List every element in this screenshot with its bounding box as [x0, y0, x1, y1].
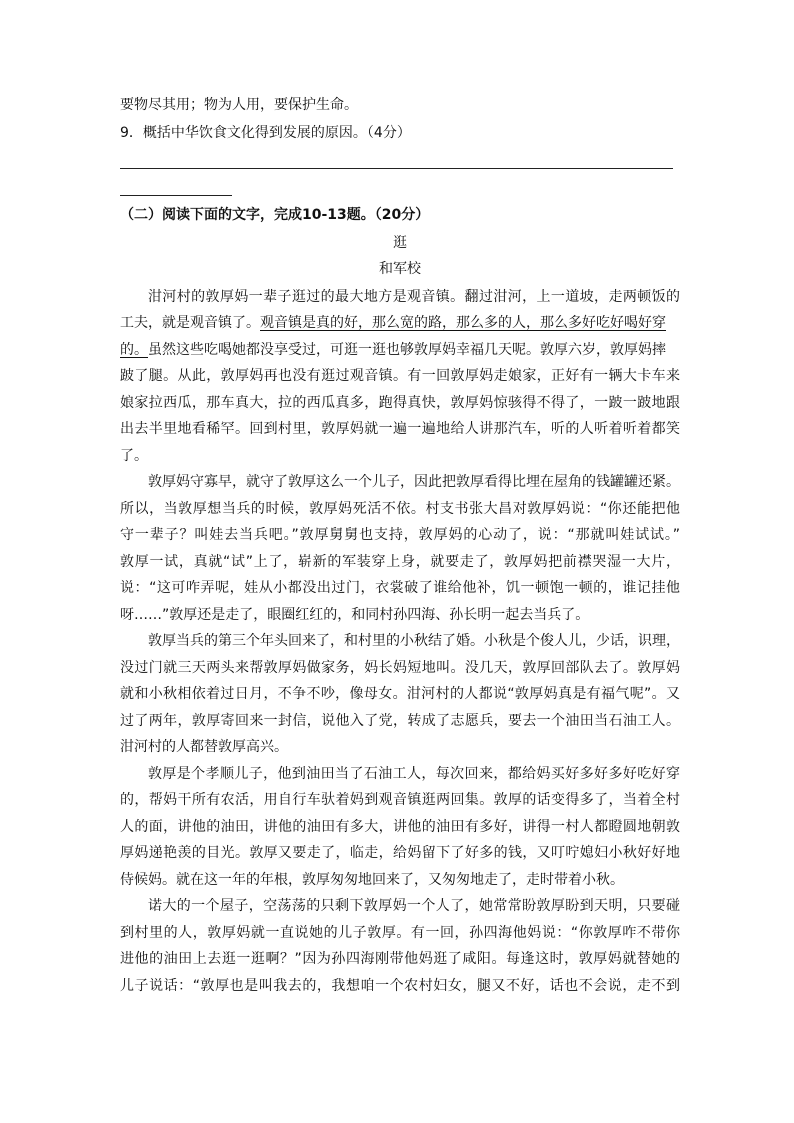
para5-line: 儿子说话：“敦厚也是叫我去的，我想咱一个农村妇女，腿又不好，话也不会说，走不到 — [120, 978, 680, 994]
para3-line: 敦厚当兵的第三个年头回来了，和村里的小秋结了婚。小秋是个俊人儿，少话，识理， — [148, 633, 680, 649]
para5-line: 到村里的人，敦厚妈就一直说她的儿子敦厚。有一回，孙四海他妈说：“你敦厚咋不带你 — [120, 925, 680, 941]
para2-line: 守一辈子？叫娃去当兵吧。”敦厚舅舅也支持，敦厚妈的心动了，说：“那就叫娃试试。” — [120, 527, 680, 543]
para1-line — [120, 340, 680, 360]
para5-line: 诺大的一个屋子，空荡荡的只剩下敦厚妈一个人了，她常常盼敦厚盼到天明，只要碰 — [148, 898, 680, 914]
para3-line: 泔河村的人都替敦厚高兴。 — [120, 739, 288, 755]
para3-line: 没过门就三天两头来帮敦厚妈做家务，妈长妈短地叫。没几天，敦厚回部队去了。敦厚妈 — [120, 660, 680, 676]
answer-line — [120, 168, 673, 169]
para1-line: 泔河村的敦厚妈一辈子逛过的最大地方是观音镇。翻过泔河，上一道坡，走两顿饭的 — [148, 289, 680, 305]
para4-line: 人的面，讲他的油田，讲他的油田有多大，讲他的油田有多好，讲得一村人都瞪圆地朝敦 — [120, 819, 680, 835]
para2-line: 所以，当敦厚想当兵的时候，敦厚妈死活不依。村支书张大昌对敦厚妈说：“你还能把他 — [120, 501, 680, 517]
para4-line: 敦厚是个孝顺儿子，他到油田当了石油工人，每次回来，都给妈买好多好多好吃好穿 — [148, 766, 680, 782]
para1-text: 工夫，就是观音镇了。 — [120, 315, 260, 331]
question-9: 9．概括中华饮食文化得到发展的原因。（4分） — [120, 125, 411, 141]
para1-line: 了。 — [120, 448, 148, 464]
para4-line: 的，帮妈干所有农活，用自行车驮着妈到观音镇逛两回集。敦厚的话变得多了，当着全村 — [120, 792, 680, 808]
para1-text: 虽然这些吃喝她都没享受过，可逛一逛也够敦厚妈幸福几天呢。敦厚六岁，敦厚妈摔 — [148, 342, 666, 358]
para1-line: 跛了腿。从此，敦厚妈再也没有逛过观音镇。有一回敦厚妈走娘家，正好有一辆大卡车来 — [120, 368, 680, 384]
para4-line: 厚妈递艳羡的目光。敦厚又要走了，临走，给妈留下了好多的钱，又叮咛媳妇小秋好好地 — [120, 845, 680, 861]
para2-line: 敦厚妈守寡早，就守了敦厚这么一个儿子，因此把敦厚看得比埋在屋角的钱罐罐还紧。 — [148, 474, 680, 490]
para1-line: 娘家拉西瓜，那车真大，拉的西瓜真多，跑得真快，敦厚妈惊骇得不得了，一跛一跛地跟 — [120, 395, 680, 411]
section-heading: （二）阅读下面的文字，完成10-13题。（20分） — [120, 207, 430, 223]
underlined-text: 观音镇是真的好，那么宽的路，那么多的人，那么多好吃好喝好穿 — [260, 315, 666, 331]
para3-line: 就和小秋相依着过日月，不争不吵，像母女。泔河村的人都说“敦厚妈真是有福气呢”。又 — [120, 686, 680, 702]
story-author: 和军校 — [379, 261, 421, 277]
para4-line: 侍候妈。就在这一年的年根，敦厚匆匆地回来了，又匆匆地走了，走时带着小秋。 — [120, 872, 624, 888]
para2-line: 敦厚一试，真就“试”上了，崭新的军装穿上身，就要走了，敦厚妈把前襟哭湿一大片， — [120, 554, 680, 570]
para5-line: 进他的油田上去逛一逛啊？”因为孙四海刚带他妈逛了咸阳。每逢这时，敦厚妈就替她的 — [120, 951, 680, 967]
para1-line — [120, 313, 680, 333]
para2-line: 说：“这可咋弄呢，娃从小都没出过门，衣裳破了谁给他补，饥一顿饱一顿的，谁记挂他 — [120, 580, 680, 596]
para2-line: 呀……”敦厚还是走了，眼圈红红的，和同村孙四海、孙长明一起去当兵了。 — [120, 607, 590, 623]
text-line: 要物尽其用；物为人用，要保护生命。 — [120, 97, 358, 113]
story-title: 逛 — [393, 235, 407, 251]
para3-line: 过了两年，敦厚寄回来一封信，说他入了党，转成了志愿兵，要去一个油田当石油工人。 — [120, 713, 680, 729]
para1-line: 出去半里地看稀罕。回到村里，敦厚妈就一遍一遍地给人讲那汽车，听的人听着听着都笑 — [120, 421, 680, 437]
underlined-text: 的。 — [120, 342, 148, 358]
answer-line-short — [120, 195, 232, 196]
